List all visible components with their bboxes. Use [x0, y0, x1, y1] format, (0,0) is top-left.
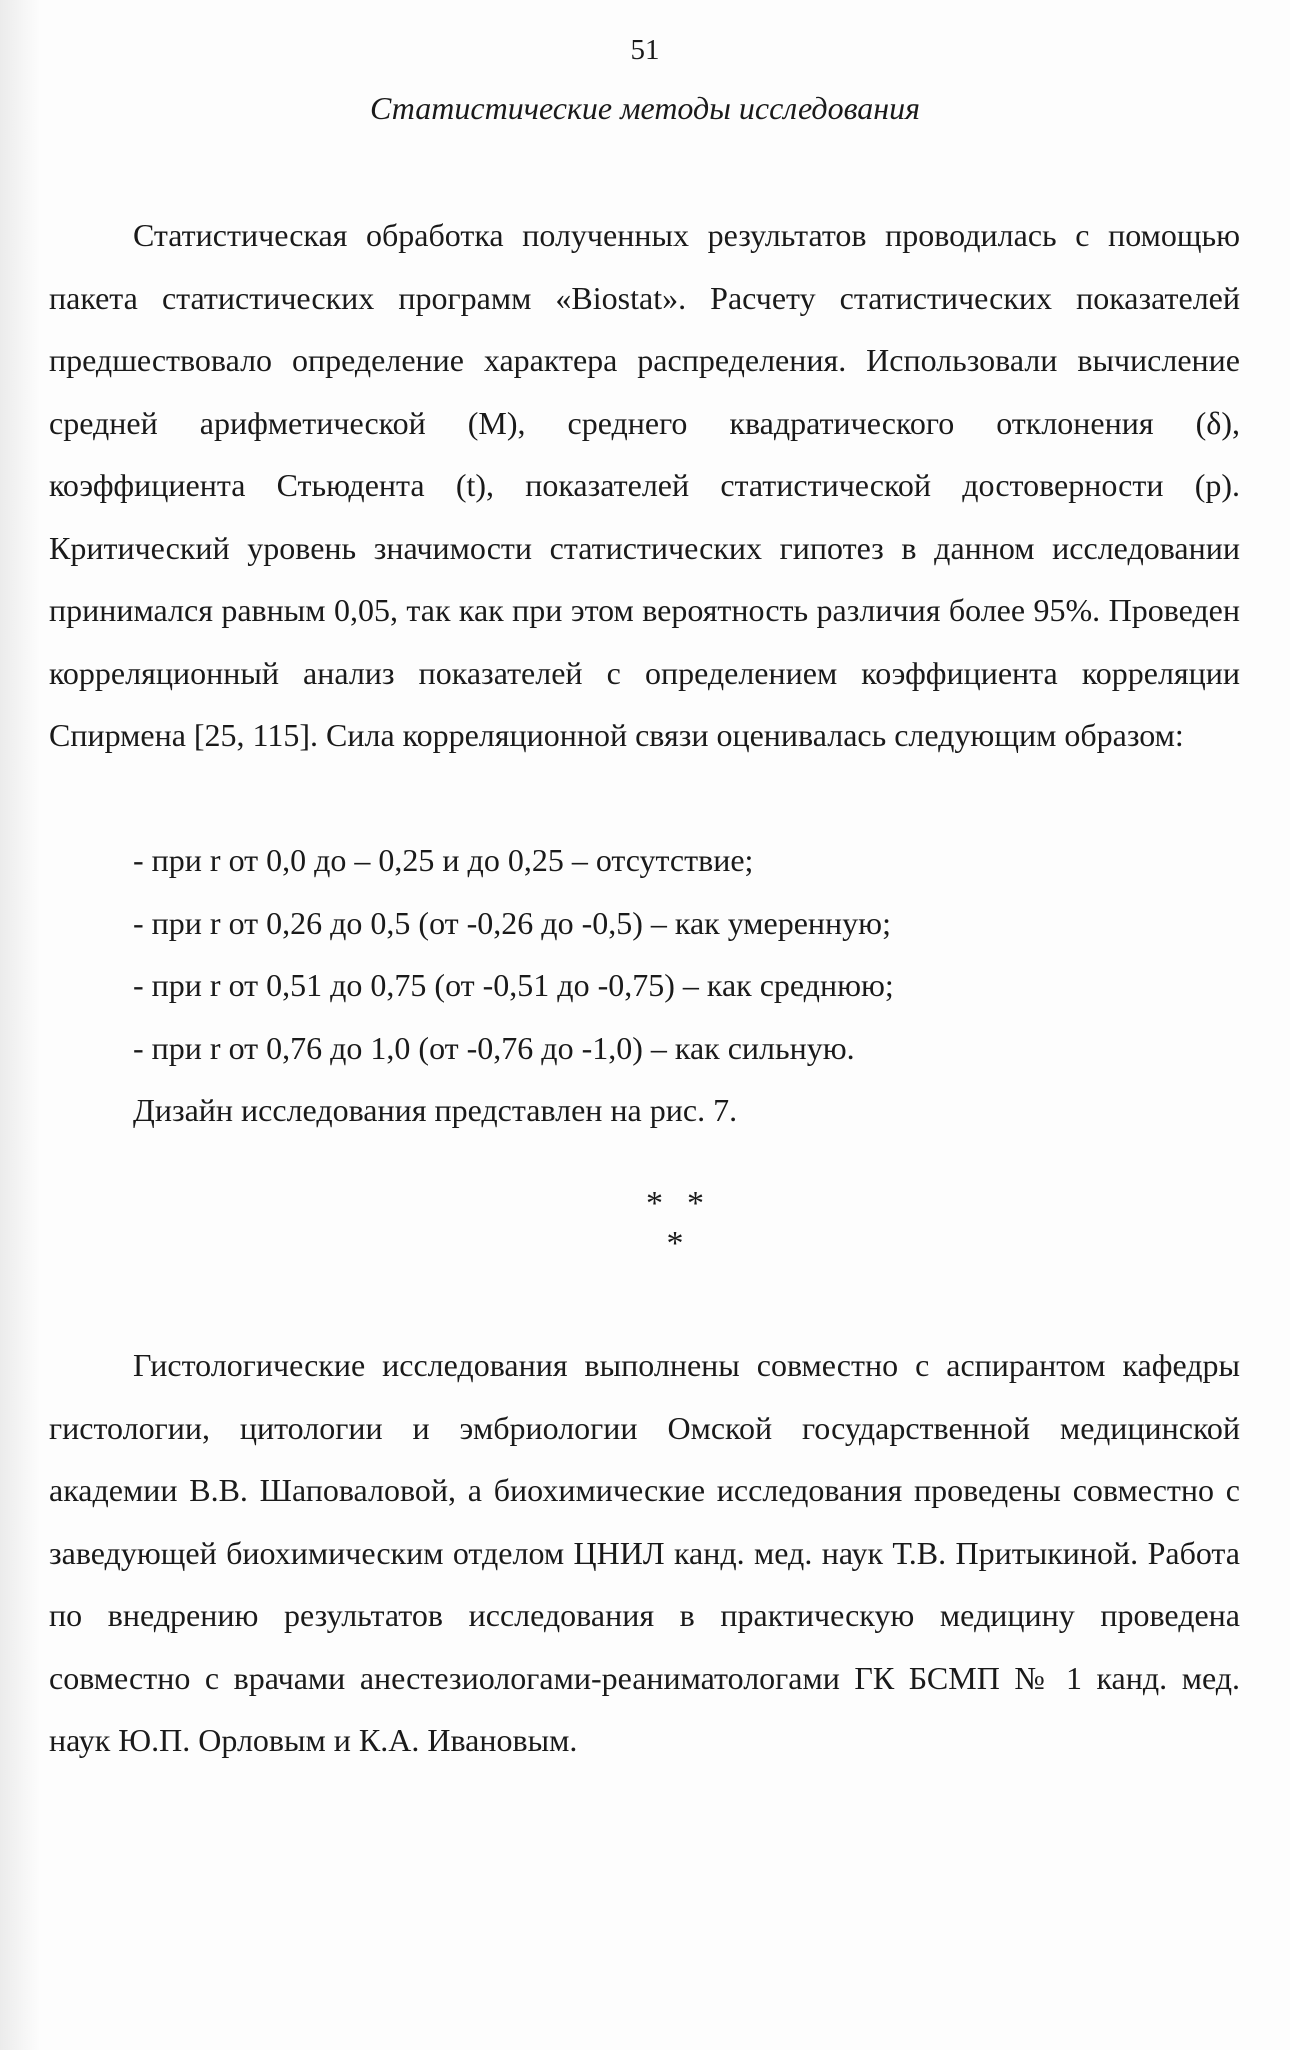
list-item: - при r от 0,0 до – 0,25 и до 0,25 – отсутствие;: [133, 842, 754, 878]
statistics-paragraph: Статистическая обработка полученных результатов проводилась с помощью пакета статистических программ «Biostat». Расчету статистических показателей предшествовало определение характера распределения. Использовали вычисление средней арифметической (М), среднего квадратического отклонения (δ), коэффициента Стьюдента (t), показателей статистической достоверности (p). Критический уровень значимости статистических гипотез в данном исследовании принимался равным 0,05, так как при этом вероятность различия более 95%. Проведен корреляционный анализ показателей с определением коэффициента корреляции Спирмена [25, 115]. Сила корреляционной связи оценивалась следующим образом:: [49, 217, 1240, 753]
page-number: 51: [630, 34, 660, 66]
separator-row-top: **: [646, 1185, 728, 1222]
scan-edge-shadow: [0, 0, 40, 2050]
list-item: - при r от 0,26 до 0,5 (от -0,26 до -0,5) – как умеренную;: [133, 904, 891, 941]
acknowledgements-paragraph: Гистологические исследования выполнены совместно с аспирантом кафедры гистологии, цитологии и эмбриологии Омской государственной медицинской академии В.В. Шаповаловой, а биохимические исследования проведены совместно с заведующей биохимическим отделом ЦНИЛ канд. мед. наук Т.В. Притыкиной. Работа по внедрению результатов исследования в практическую медицину проведена совместно с врачами анестезиологами-реаниматологами ГК БСМП № 1 канд. мед. наук Ю.П. Орловым и К.А. Ивановым.: [49, 1347, 1240, 1758]
correlation-strength-list: [133, 829, 1233, 1079]
list-item: - при r от 0,76 до 1,0 (от -0,76 до -1,0) – как сильную.: [133, 1029, 855, 1066]
separator-row-bottom: *: [666, 1225, 684, 1262]
list-item: - при r от 0,51 до 0,75 (от -0,51 до -0,75) – как среднюю;: [133, 967, 894, 1003]
section-separator: [620, 1184, 730, 1264]
section-title: Статистические методы исследования: [369, 90, 921, 126]
study-design-reference: Дизайн исследования представлен на рис. 7.: [133, 1092, 738, 1128]
